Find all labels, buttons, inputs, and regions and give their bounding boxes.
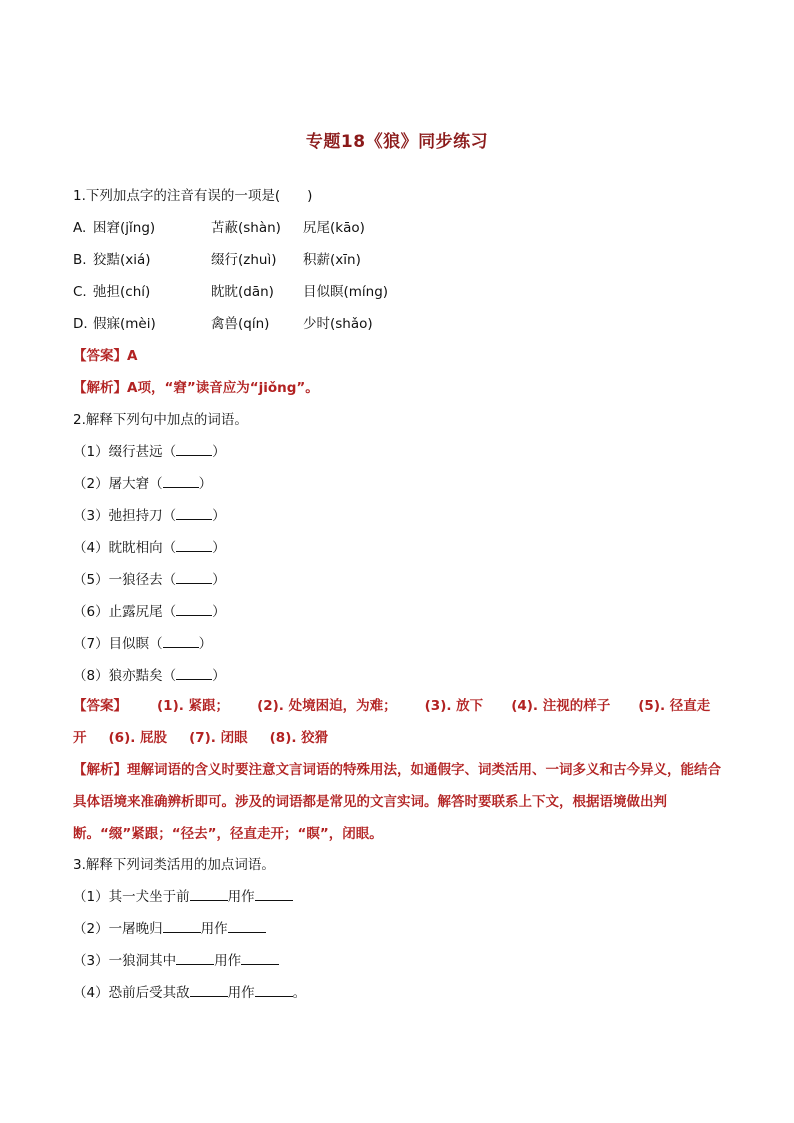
q2-item: [73, 537, 226, 558]
q3-item-text: （4）恐前后受其敌: [73, 985, 190, 1001]
q2-item: [73, 601, 226, 622]
analysis-text: 理解词语的含义时要注意文言词语的特殊用法，如通假字、词类活用、一词多义和古今异义，能结合具体语境来准确辨析即可。涉及的词语都是常见的文言实词。解答时要联系上下文，根据语境做出判断。“缀”紧跟；“径去”，径直走开；“瞑”，闭眼。: [73, 762, 721, 842]
q3-item-text: （3）一狼洞其中: [73, 953, 177, 969]
q2-item-text: （7）目似瞑（: [73, 636, 163, 652]
q3-item-mid: 用作: [227, 985, 255, 1001]
q2-item: [73, 505, 226, 526]
answer-blank[interactable]: [176, 441, 212, 456]
answer-item: (8). 狡猾: [269, 730, 329, 746]
q3-stem: 3.解释下列词类活用的加点词语。: [73, 857, 275, 873]
answer-item: 开: [73, 730, 87, 746]
q3-item: [73, 918, 266, 939]
q2-item: [73, 473, 212, 494]
q1-option-d: [73, 314, 373, 334]
answer-blank[interactable]: [163, 633, 199, 648]
answer-blank[interactable]: [163, 473, 199, 488]
q1-option-item: 积薪(xīn): [303, 252, 361, 268]
q1-option-item: 弛担(chí): [93, 284, 151, 300]
q1-answer: [73, 346, 137, 366]
analysis-tag: 【解析】: [73, 762, 127, 778]
q2-item: [73, 633, 212, 654]
q2-answer-continued: [73, 728, 328, 748]
q2-stem: 2.解释下列句中加点的词语。: [73, 412, 248, 428]
q3-item: [73, 982, 306, 1003]
q1-analysis: [73, 378, 319, 398]
q1-option-label: A.: [73, 220, 87, 236]
q2-item: [73, 569, 226, 590]
answer-item: (1). 紧跟；: [157, 698, 230, 714]
q1-option-item: 狡黠(xiá): [93, 252, 151, 268]
q1-option-item: 尻尾(kāo): [303, 220, 365, 236]
q1-option-label: B.: [73, 252, 87, 268]
q2-item-close: ）: [212, 572, 226, 588]
answer-item: (5). 径直走: [638, 698, 711, 714]
answer-item: (6). 屁股: [108, 730, 168, 746]
q2-item-text: （6）止露尻尾（: [73, 604, 177, 620]
analysis-tag: 【解析】: [73, 380, 127, 396]
q1-stem: 1.下列加点字的注音有误的一项是( ): [73, 188, 313, 204]
answer-blank[interactable]: [176, 505, 212, 520]
answer-blank[interactable]: [176, 537, 212, 552]
q1-option-item: 少时(shǎo): [303, 316, 373, 332]
q2-item-text: （5）一狼径去（: [73, 572, 177, 588]
answer-tag: 【答案】: [73, 348, 127, 364]
q3-item-text: （1）其一犬坐于前: [73, 889, 190, 905]
q1-option-a: [73, 218, 365, 238]
q1-option-item: 困窘(jǐng): [93, 220, 156, 236]
answer-item: (2). 处境困迫，为难；: [257, 698, 397, 714]
q1-option-item: 眈眈(dān): [211, 284, 274, 300]
q3-item-text: （2）一屠晚归: [73, 921, 163, 937]
q2-item-text: （8）狼亦黠矣（: [73, 668, 177, 684]
q2-item: [73, 665, 226, 686]
answer-blank[interactable]: [176, 665, 212, 680]
q2-item-close: ）: [198, 476, 213, 492]
q2-item: [73, 441, 226, 462]
answer-value: A: [127, 348, 138, 364]
q1-option-item: 假寐(mèi): [93, 316, 156, 332]
answer-blank[interactable]: [163, 918, 201, 933]
q1-option-item: 禽兽(qín): [211, 316, 270, 332]
answer-blank[interactable]: [176, 601, 212, 616]
q2-item-close: ）: [212, 444, 226, 460]
q1-option-label: C.: [73, 284, 87, 300]
q1-option-b: [73, 250, 361, 270]
q2-analysis: [73, 754, 723, 850]
document-title: 专题18《狼》同步练习: [305, 132, 489, 152]
q1-option-item: 目似瞑(míng): [303, 284, 389, 300]
analysis-text: A项，“窘”读音应为“jiǒng”。: [127, 380, 319, 396]
q3-item: [73, 950, 279, 971]
q2-item-close: ）: [198, 636, 213, 652]
q1-option-item: 缀行(zhuì): [211, 252, 277, 268]
q2-item-close: ）: [212, 508, 226, 524]
q1-option-c: [73, 282, 388, 302]
q2-item-close: ）: [212, 668, 226, 684]
answer-blank[interactable]: [241, 950, 279, 965]
q3-item-mid: 用作: [227, 889, 255, 905]
q3-item-mid: 用作: [200, 921, 228, 937]
answer-tag: 【答案】: [73, 698, 127, 714]
answer-blank[interactable]: [190, 982, 228, 997]
q2-item-text: （3）弛担持刀（: [73, 508, 177, 524]
q2-item-text: （4）眈眈相向（: [73, 540, 177, 556]
q2-item-text: （1）缀行甚远（: [73, 444, 177, 460]
answer-blank[interactable]: [176, 569, 212, 584]
answer-item: (3). 放下: [424, 698, 484, 714]
answer-blank[interactable]: [255, 982, 293, 997]
answer-blank[interactable]: [190, 886, 228, 901]
q1-option-item: 苫蔽(shàn): [211, 220, 281, 236]
q2-item-close: ）: [212, 604, 226, 620]
q2-item-close: ）: [212, 540, 226, 556]
answer-blank[interactable]: [176, 950, 214, 965]
answer-blank[interactable]: [228, 918, 266, 933]
answer-item: (7). 闭眼: [189, 730, 248, 746]
q3-item: [73, 886, 293, 907]
q2-item-text: （2）屠大窘（: [73, 476, 163, 492]
q3-item-mid: 用作: [214, 953, 242, 969]
q1-option-label: D.: [73, 316, 88, 332]
q2-answer: [73, 696, 710, 716]
answer-blank[interactable]: [255, 886, 293, 901]
q3-item-end: 。: [292, 985, 307, 1001]
answer-item: (4). 注视的样子: [511, 698, 611, 714]
